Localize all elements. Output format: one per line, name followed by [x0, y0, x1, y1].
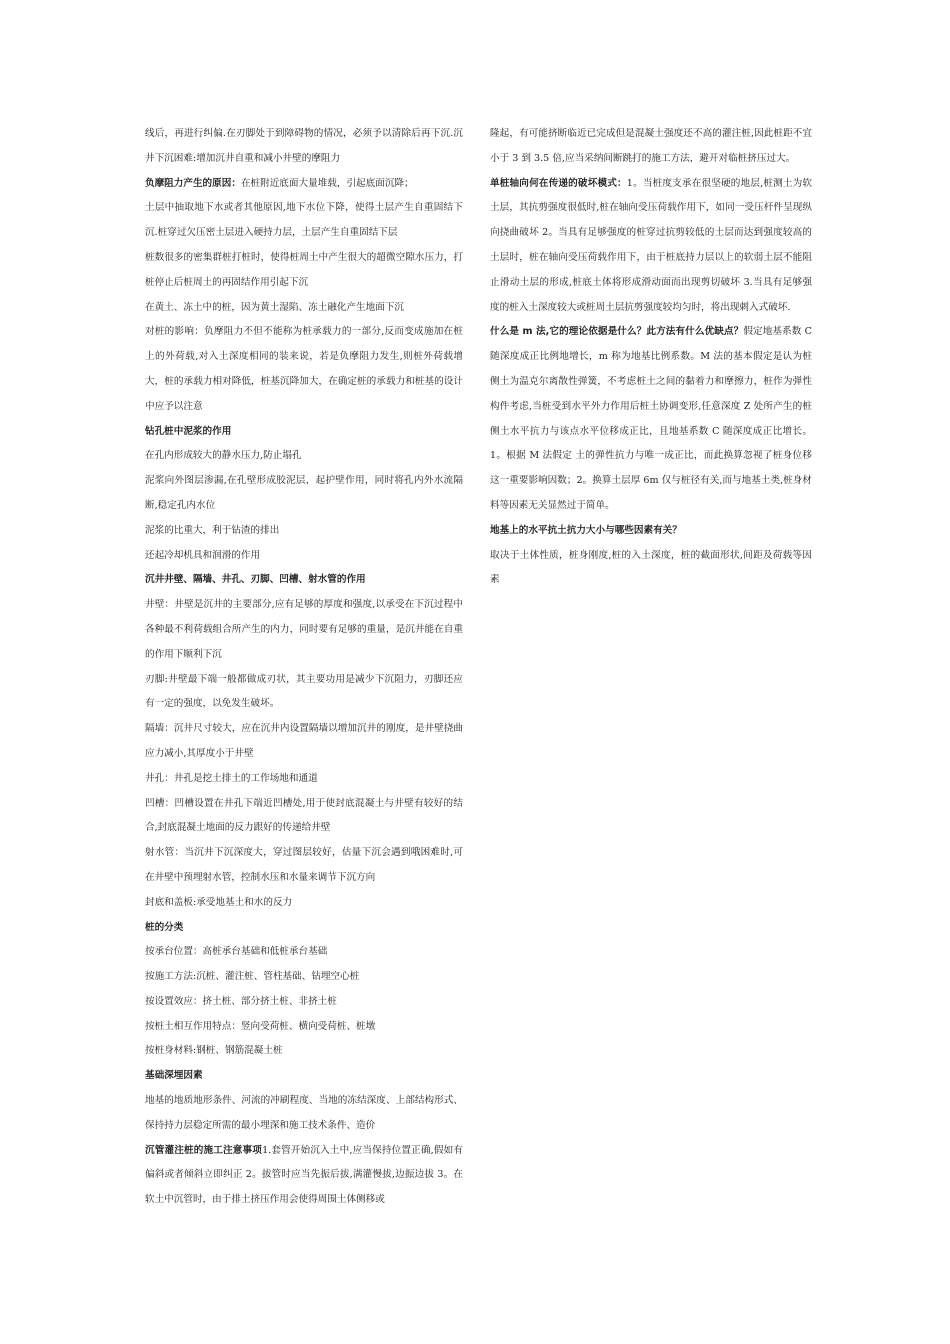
paragraph-text: 1.套管开始沉入土中,应当保持位置正确,假如有偏斜或者倾斜立即纠正 2。拔管时应当先振后拔,满灌慢拔,边振边拔 3。在软土中沉管时，由于排土挤压作用会使得周围土体侧移或	[145, 1144, 463, 1206]
paragraph	[145, 965, 463, 990]
paragraph	[145, 420, 463, 445]
paragraph-text: 井壁：井壁是沉井的主要部分,应有足够的厚度和强度,以承受在下沉过程中各种最不利荷载组合所产生的内力，同时要有足够的重量，是沉井能在自重的作用下顺利下沉	[145, 599, 463, 660]
paragraph	[145, 122, 463, 172]
paragraph	[145, 1015, 463, 1040]
paragraph	[145, 668, 463, 718]
paragraph	[145, 469, 463, 519]
paragraph	[490, 172, 812, 321]
paragraph	[145, 320, 463, 419]
paragraph-text: 封底和盖板:承受地基土和水的反力	[145, 896, 293, 908]
paragraph	[145, 296, 463, 321]
paragraph-text: 按施工方法:沉桩、灌注桩、管柱基础、钻埋空心桩	[145, 971, 360, 983]
paragraph	[145, 1039, 463, 1064]
paragraph-text: 1。当桩度支承在很坚硬的地层,桩测土为软土层，其抗剪强度很低时,桩在轴向受压荷载作用下，如同一受压杆件呈现纵向挠曲破坏 2。当具有足够强度的桩穿过抗剪较低的土层而达到强度较高的土层时，桩在轴向受压荷载作用下，由于桩底持力层以上的软弱土层不能阻止滑动土层的形成,桩底土体将形成滑动面而出现剪切破坏 3.当具有足够强度的桩入土深度较大或桩周土层抗剪强度较均匀时，将出现刺入式破坏.	[490, 177, 813, 313]
paragraph-text: 取决于土体性质，桩身刚度,桩的入土深度，桩的截面形状,间距及荷载等因素	[490, 549, 812, 586]
paragraph-text: 在孔内形成较大的静水压力,防止塌孔	[145, 450, 302, 462]
paragraph-text: 在黄土、冻土中的桩，因为黄土湿陷、冻土融化产生地面下沉	[145, 301, 405, 313]
paragraph-text: 按桩身材料:钢桩、钢筋混凝土桩	[145, 1045, 283, 1057]
paragraph-heading: 桩的分类	[145, 921, 184, 933]
paragraph-heading: 钻孔桩中泥浆的作用	[145, 425, 232, 437]
paragraph	[145, 519, 463, 544]
paragraph	[490, 122, 812, 172]
paragraph	[145, 1139, 463, 1213]
paragraph-text: 刃脚:井壁最下端一般都做成刃状，其主要功用是减少下沉阻力，刃脚还应有一定的强度，以免发生破坏。	[145, 673, 463, 710]
paragraph-heading: 地基上的水平抗土抗力大小与哪些因素有关？	[490, 524, 682, 536]
paragraph-text: 隆起，有可能挤断临近已完成但是混凝土强度还不高的灌注桩,因此桩距不宜小于 3 到 3.5 倍,应当采纳间断跳打的施工方法，避开对临桩挤压过大。	[490, 128, 812, 164]
paragraph-text: 按桩土相互作用特点：竖向受荷桩、横向受荷桩、桩墩	[145, 1020, 376, 1032]
paragraph-text: 泥浆向外图层渗漏,在孔壁形成胶泥层，起护壁作用，同时将孔内外水流隔断,稳定孔内水位	[145, 475, 463, 511]
paragraph	[490, 320, 812, 518]
paragraph	[145, 172, 463, 197]
paragraph	[145, 568, 463, 593]
left-column	[145, 122, 463, 1213]
paragraph	[145, 444, 463, 469]
paragraph	[145, 1064, 463, 1089]
paragraph-heading: 单桩轴向何在传递的破坏模式：	[490, 177, 627, 189]
paragraph-text: 地基的地质地形条件、河流的冲刷程度、当地的冻结深度、上部结构形式、保持持力层稳定所需的最小埋深和施工技术条件、造价	[145, 1095, 463, 1131]
paragraph	[145, 717, 463, 767]
paragraph-heading: 负摩阻力产生的原因：	[145, 177, 241, 189]
paragraph	[145, 916, 463, 941]
paragraph	[145, 891, 463, 916]
paragraph	[145, 544, 463, 569]
paragraph-text: 凹槽：凹槽设置在井孔下端近凹槽处,用于使封底混凝土与井壁有较好的结合,封底混凝土地面的反力跟好的传递给井壁	[145, 797, 463, 834]
paragraph-heading: 沉井井壁、隔墙、井孔、刃脚、凹槽、射水管的作用	[145, 574, 366, 586]
paragraph	[145, 841, 463, 891]
paragraph-text: 在桩附近底面大量堆载，引起底面沉降；	[240, 177, 414, 189]
paragraph-text: 隔墙：沉井尺寸较大，应在沉井内设置隔墙以增加沉井的刚度，是井壁挠曲应力减小,其厚度小于井壁	[145, 723, 463, 759]
paragraph-heading: 什么是 m 法,它的理论依据是什么？此方法有什么优缺点？	[490, 326, 744, 338]
paragraph-heading: 基础深埋因素	[145, 1070, 203, 1082]
paragraph-text: 泥浆的比重大，利于钻渣的排出	[145, 524, 280, 536]
paragraph	[145, 767, 463, 792]
paragraph	[145, 246, 463, 296]
paragraph	[145, 1089, 463, 1139]
paragraph-text: 桩数很多的密集群桩打桩时，使得桩周土中产生很大的超微空隙水压力，打桩停止后桩周土的再固结作用引起下沉	[145, 251, 463, 288]
paragraph-text: 井孔：井孔是挖土排土的工作场地和通道	[145, 772, 318, 784]
paragraph-text: 按承台位置：高桩承台基础和低桩承台基础	[145, 946, 328, 958]
paragraph	[145, 940, 463, 965]
right-column	[490, 122, 812, 593]
paragraph	[490, 519, 812, 544]
paragraph-text: 还起冷却机具和润滑的作用	[145, 549, 261, 561]
paragraph-text: 假定地基系数 C 随深度成正比例地增长，m 称为地基比例系数。M 法的基本假定是认为桩侧土为温克尔离散性弹簧，不考虑桩土之间的黏着力和摩擦力，桩作为弹性构件考虑,当桩受到水平外力作用后桩土协调变形,任意深度 Z 处所产生的桩侧土水平抗力与该点水平位移成正比，且地基系数 C 随深度成正比增长。1。根据 M 法假定 土的弹性抗力与唯一成正比，而此换算忽视了桩身位移这一重要影响因数；2。换算土层厚 6m 仅与桩径有关,而与地基土类,桩身材料等因素无关显然过于简单。	[490, 326, 812, 511]
paragraph-text: 对桩的影响：负摩阻力不但不能称为桩承载力的一部分,反而变成施加在桩上的外荷载,对入土深度相同的装来说，若是负摩阻力发生,则桩外荷载增大，桩的承载力相对降低，桩基沉降加大，在确定桩的承载力和桩基的设计中应予以注意	[145, 326, 463, 412]
paragraph	[145, 196, 463, 246]
paragraph	[145, 990, 463, 1015]
paragraph	[145, 593, 463, 667]
paragraph-text: 射水管：当沉井下沉深度大，穿过图层较好，估量下沉会遇到哦困难时,可在井壁中预埋射水管，控制水压和水量来调节下沉方向	[145, 847, 463, 883]
paragraph-text: 土层中抽取地下水或者其他原因,地下水位下降，使得土层产生自重固结下沉.桩穿过欠压密土层进入硬持力层，土层产生自重固结下层	[145, 202, 463, 239]
paragraph-text: 线后，再进行纠偏.在刃脚处于到障碍物的情况，必须予以清除后再下沉.沉井下沉困难:增加沉井自重和减小井壁的摩阻力	[145, 128, 463, 164]
paragraph-heading: 沉管灌注桩的施工注意事项	[145, 1144, 263, 1156]
paragraph-text: 按设置效应：挤土桩、部分挤土桩、非挤土桩	[145, 995, 337, 1007]
paragraph	[490, 544, 812, 594]
paragraph	[145, 792, 463, 842]
